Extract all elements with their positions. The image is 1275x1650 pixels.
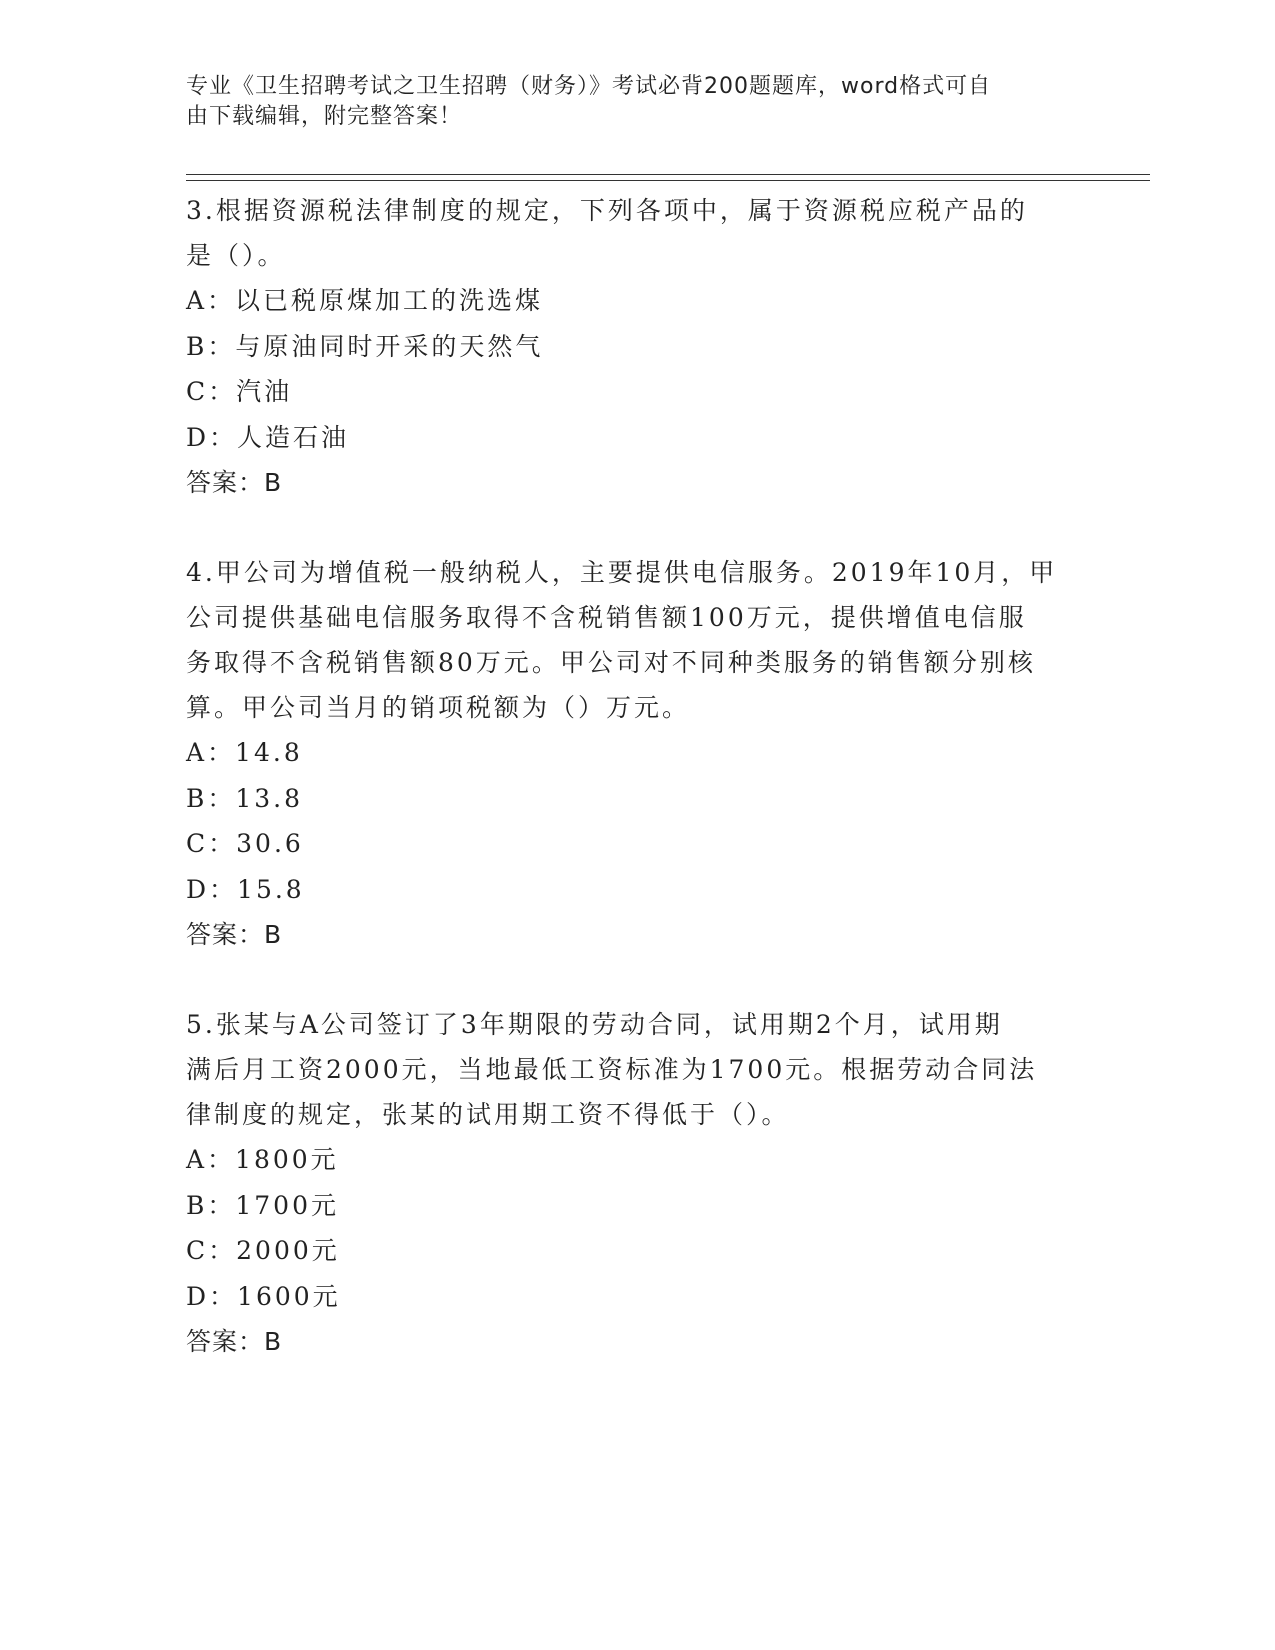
header-line-1: 专业《卫生招聘考试之卫生招聘（财务）》考试必背200题题库，word格式可自 <box>186 74 992 99</box>
question-list <box>186 188 1086 1364</box>
question-text-line: 是（）。 <box>186 241 286 270</box>
question-spacer <box>186 957 1086 1002</box>
option-d: D：人造石油 <box>186 422 350 452</box>
option-c: C：30.6 <box>186 829 304 858</box>
question-spacer <box>186 505 1086 550</box>
option-d: D：15.8 <box>186 874 305 904</box>
question-text-line: 4.甲公司为增值税一般纳税人，主要提供电信服务。2019年10月，甲 <box>186 558 1058 587</box>
header-divider-bottom <box>186 180 1150 181</box>
question-text-line: 律制度的规定，张某的试用期工资不得低于（）。 <box>186 1100 790 1129</box>
answer-line: 答案：B <box>186 1327 283 1356</box>
question-text-line: 满后月工资2000元，当地最低工资标准为1700元。根据劳动合同法 <box>186 1055 1038 1084</box>
header-line-2: 由下载编辑，附完整答案！ <box>186 104 463 129</box>
answer-line: 答案：B <box>186 920 283 949</box>
question-text-line: 3.根据资源税法律制度的规定，下列各项中，属于资源税应税产品的 <box>186 196 1028 225</box>
question-3 <box>186 188 1086 505</box>
option-a: A：14.8 <box>186 738 303 767</box>
question-text-line: 公司提供基础电信服务取得不含税销售额100万元，提供增值电信服 <box>186 603 1027 632</box>
option-c: C：汽油 <box>186 377 293 406</box>
question-text-line: 务取得不含税销售额80万元。甲公司对不同种类服务的销售额分别核 <box>186 648 1036 677</box>
option-a: A：1800元 <box>186 1145 339 1174</box>
option-d: D：1600元 <box>186 1281 341 1311</box>
header-divider-top <box>186 174 1150 175</box>
answer-line: 答案：B <box>186 468 283 497</box>
option-b: B：13.8 <box>186 783 304 813</box>
question-text-line: 算。甲公司当月的销项税额为（）万元。 <box>186 693 691 722</box>
question-4 <box>186 550 1086 957</box>
document-header <box>186 72 1066 132</box>
option-b: B：1700元 <box>186 1190 339 1220</box>
option-b: B：与原油同时开采的天然气 <box>186 331 544 361</box>
question-5 <box>186 1002 1086 1364</box>
option-a: A：以已税原煤加工的洗选煤 <box>186 286 544 315</box>
option-c: C：2000元 <box>186 1236 340 1265</box>
question-text-line: 5.张某与A公司签订了3年期限的劳动合同，试用期2个月，试用期 <box>186 1010 1003 1039</box>
